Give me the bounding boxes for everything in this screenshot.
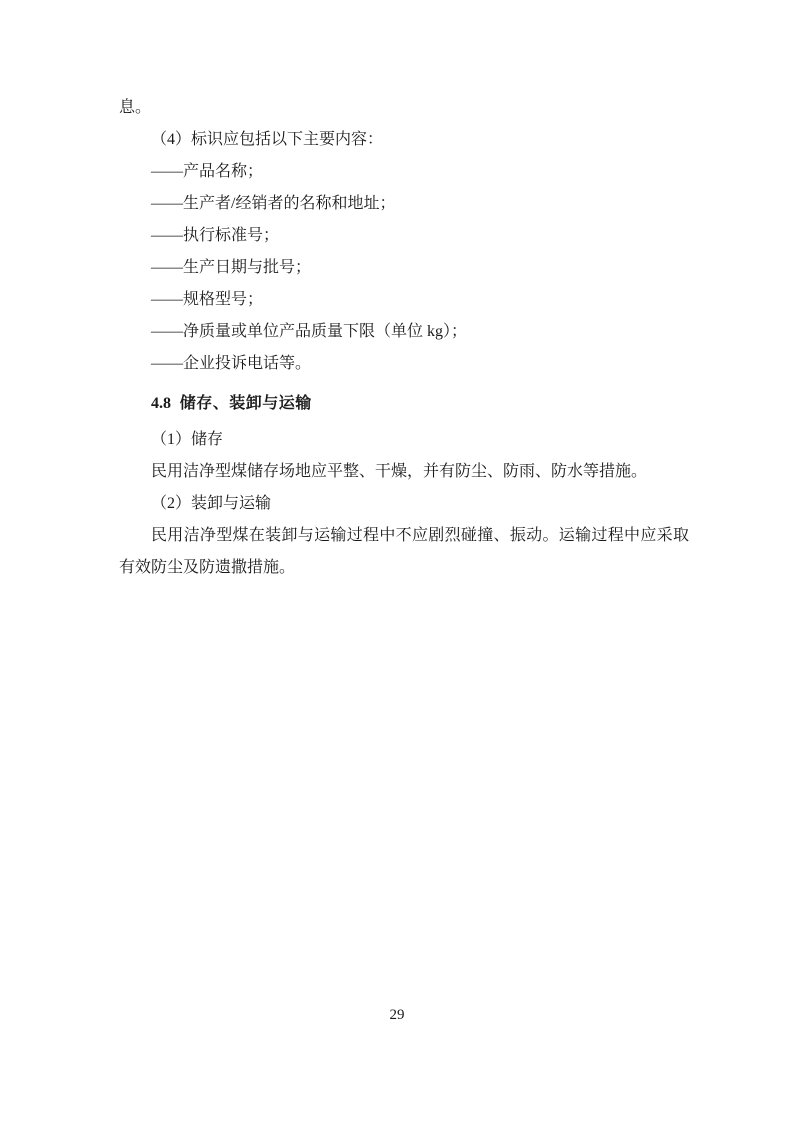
list-item: ——企业投诉电话等。 (151, 355, 312, 372)
list-item: ——执行标准号； (151, 227, 280, 244)
section-title: 储存、装卸与运输 (179, 395, 312, 412)
page-number: 29 (389, 1007, 405, 1023)
subsection-1-text: 民用洁净型煤储存场地应平整、干燥，并有防尘、防雨、防水等措施。 (151, 463, 648, 480)
list-item: ——规格型号； (151, 291, 264, 308)
list-item: ——生产日期与批号； (151, 259, 312, 276)
section-number: 4.8 (151, 395, 171, 412)
document-content (119, 92, 689, 584)
paragraph-continuation: 息。 (119, 99, 152, 116)
list-item: ——产品名称； (151, 163, 264, 180)
subsection-2-text: 民用洁净型煤在装卸与运输过程中不应剧烈碰撞、振动。运输过程中应采取有效防尘及防遗撒措施。 (119, 527, 689, 576)
subsection-1-label: （1）储存 (151, 431, 224, 448)
list-item: ——净质量或单位产品质量下限（单位 kg）； (151, 323, 468, 340)
list-item: ——生产者/经销者的名称和地址； (151, 195, 396, 212)
paragraph-intro: （4）标识应包括以下主要内容： (151, 131, 384, 148)
subsection-2-label: （2）装卸与运输 (151, 495, 272, 512)
section-heading (119, 388, 689, 420)
